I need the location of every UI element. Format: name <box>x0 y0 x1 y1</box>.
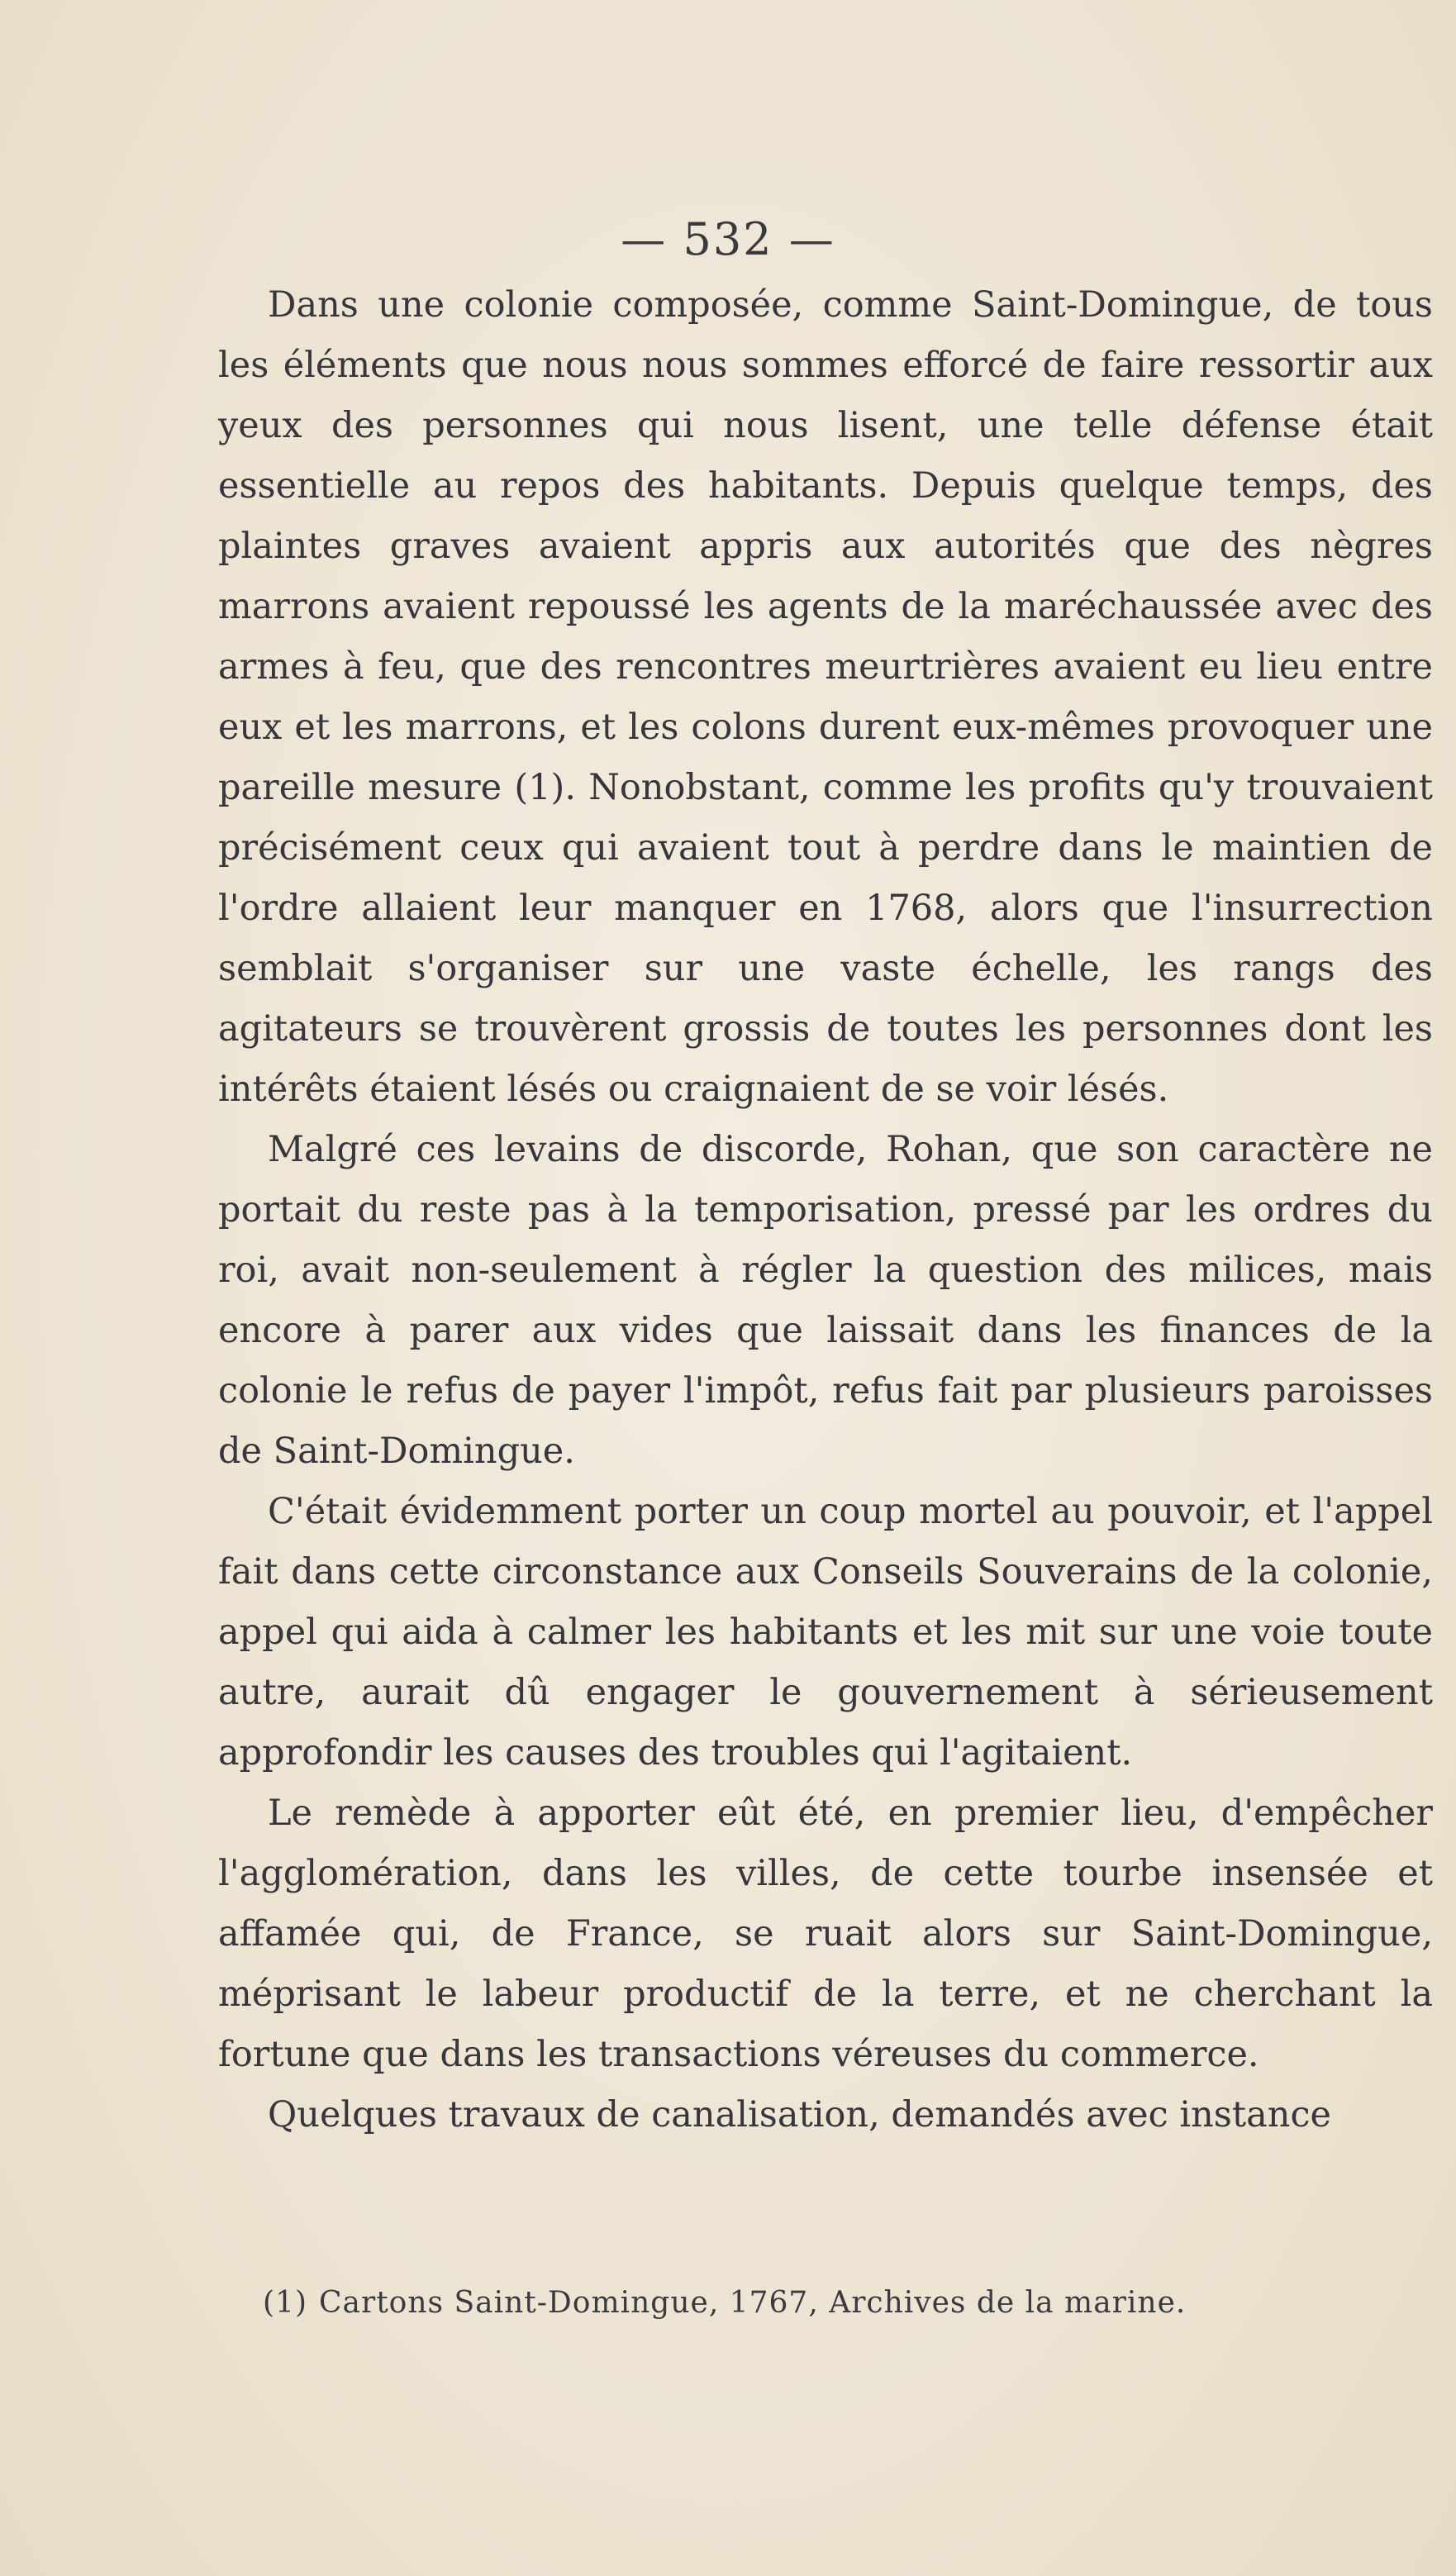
paragraph-3: C'était évidemment porter un coup mortel au pouvoir, et l'appel fait dans cette circonstance aux Conseils Souverains de la colonie, appel qui aida à calmer les habitants et les mit sur une voie toute autre, aurait dû engager le gouvernement à sérieusement approfondir les causes des troubles qui l'agitaient. <box>218 1491 1433 1774</box>
paragraph-5: Quelques travaux de canalisation, demandés avec instance <box>268 2094 1331 2136</box>
page-number: — 532 — <box>621 213 835 265</box>
main-text <box>218 275 1433 2145</box>
paragraph-1: Dans une colonie composée, comme Saint-Domingue, de tous les éléments que nous nous sommes efforcé de faire ressortir aux yeux des personnes qui nous lisent, une telle défense était essentielle au repos des habitants. Depuis quelque temps, des plaintes graves avaient appris aux autorités que des nègres marrons avaient repoussé les agents de la maréchaussée avec des armes à feu, que des rencontres meurtrières avaient eu lieu entre eux et les marrons, et les colons durent eux-mêmes provoquer une pareille mesure (1). Nonobstant, comme les profits qu'y trouvaient précisément ceux qui avaient tout à perdre dans le maintien de l'ordre allaient leur manquer en 1768, alors que l'insurrection semblait s'organiser sur une vaste échelle, les rangs des agitateurs se trouvèrent grossis de toutes les personnes dont les intérêts étaient lésés ou craignaient de se voir lésés. <box>218 284 1433 1110</box>
footnote-text: Cartons Saint-Domingue, 1767, Archives de la marine. <box>319 2286 1187 2320</box>
paragraph-2: Malgré ces levains de discorde, Rohan, que son caractère ne portait du reste pas à la temporisation, pressé par les ordres du roi, avait non-seulement à régler la question des milices, mais encore à parer aux vides que laissait dans les finances de la colonie le refus de payer l'impôt, refus fait par plusieurs paroisses de Saint-Domingue. <box>218 1129 1433 1472</box>
footnote <box>263 2283 1378 2324</box>
footnote-mark: (1) <box>263 2286 307 2320</box>
paragraph-4: Le remède à apporter eût été, en premier lieu, d'empêcher l'agglomération, dans les villes, de cette tourbe insensée et affamée qui, de France, se ruait alors sur Saint-Domingue, méprisant le labeur productif de la terre, et ne cherchant la fortune que dans les transactions véreuses du commerce. <box>218 1793 1433 2075</box>
